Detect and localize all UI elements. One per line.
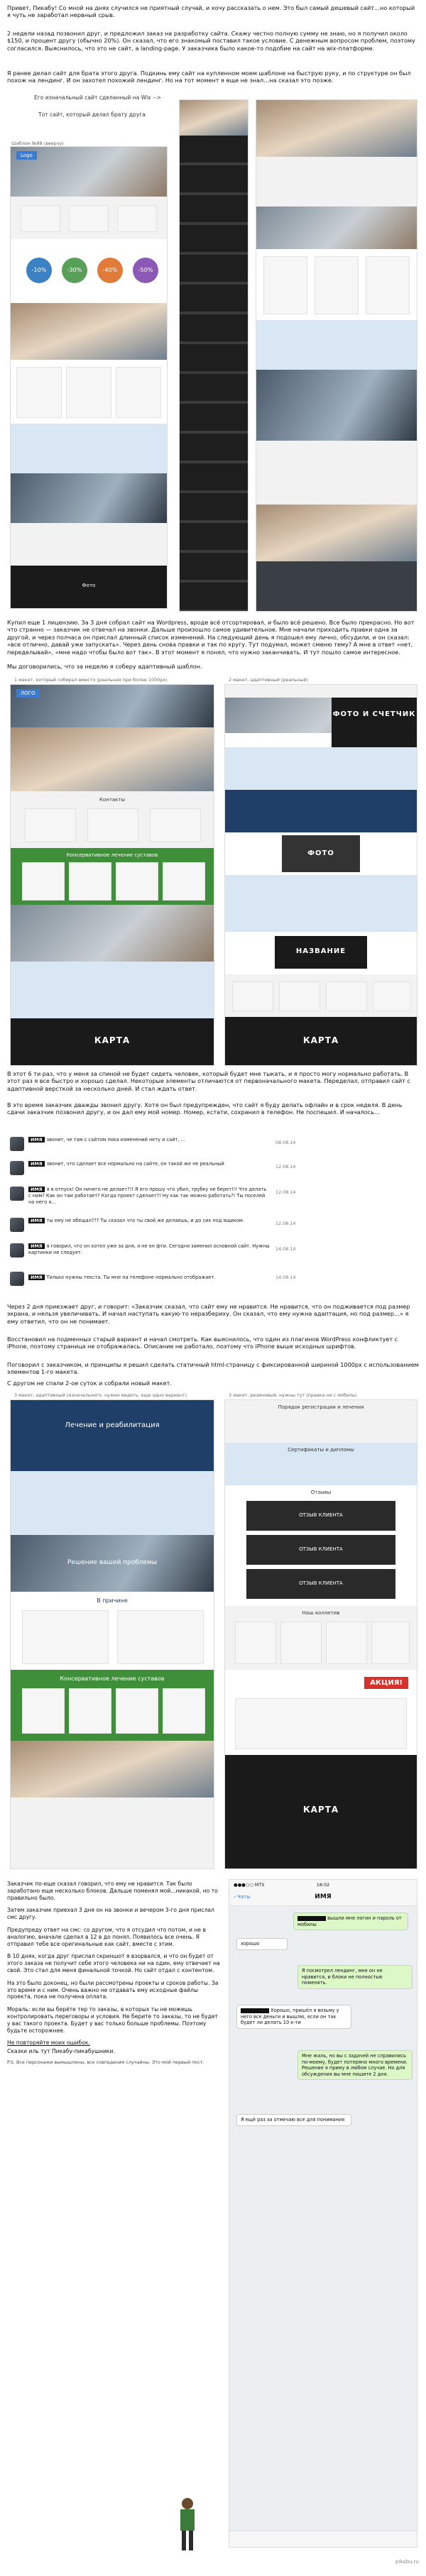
paragraph-signoff: Сказки иль тут Пикабу-пикабушники. [7,2048,115,2055]
paragraph-story-start: 2 недели назад позвонил друг, и предложил заказ на разработку сайта. Скажу честно полную сумму не знаю, но я получил около $150, и процент другу (обычно 20%). Он сказал, что его знакомый поставил такое условие. С денежным вопросом проблем, поэтому согласился. Выяснилось, что это не сайт, а landing-page. У заказчика было какое-то подобие на сайт на wix-платформе. [7,30,415,52]
phone-time: 18:02 [316,1882,330,1888]
friend-site-screenshot-panel [256,99,417,612]
paragraph-dont-repeat: Не повторяйте моих ошибок. [7,2040,90,2047]
phone-chat-title: ИМЯ [315,1893,332,1900]
chat-message: ИМЯ я в отпуск! Он ничего не делает?!! Я его прошу что убил, трубку не берет!!! Что делать с ним? Как он там работает? Когда проект сделает?! Ну как так можно работать?! Ты поселей на него я… [28,1187,267,1205]
mock1-team-block [11,848,214,905]
hero-image [11,147,167,197]
wix-body [180,136,248,611]
mock1-steps [11,962,214,1018]
character-illustration [173,2498,202,2555]
paragraph-final-point: В 10 днях, когда друг прислал скриншот я взорвался, и что он будет от этого заказа не получит себе этого человека ни на один, ему отвечает на свой. Это стал для меня финальной точкой. Но сайт отдал с контентом. [7,1953,220,1974]
mock1-logo: ЛОГО [16,689,40,698]
wix-hero [180,100,248,136]
template-screenshot-panel [10,146,168,609]
mock3r-promo-block [225,1670,417,1755]
phone-message-1: Я посмотрел лендинг, мне он не нравится, и блоки не полностью поменять. [297,1965,413,1989]
mockup-2-panel [224,684,417,1066]
mockup-1-caption: 1 макет, который собирал вместо (реальная при более 1000px) [14,677,168,683]
mock1-map-block [11,1018,214,1065]
mock2-photo-row [225,832,417,875]
mock3r-steps: Порядок регистрации и лечения [278,1404,364,1410]
paragraph-sms: Затем заказчик приехал 3 дня он на звонки и вечером 3-го дня прислал смс другу. [7,1907,214,1921]
avatar [10,1187,24,1201]
friend-photo-2 [256,505,417,561]
chat-date: 14.08.14 [275,1246,296,1252]
mockup-3-caption-left: 3 макет, адаптивный (изначального, нужен видеть, еще одно вариант) [14,1392,187,1398]
mock3-solve: Решение вашей проблемы [67,1559,157,1566]
mock2-blue-band [225,790,417,832]
mock1-hero [11,685,214,727]
avatar [10,1161,24,1175]
friend-footer [256,561,417,611]
mock2-text-block [225,875,417,932]
mockup-3-caption-right: 3 макет, резиновый, нужны тут (правка не с мобиль) [229,1392,357,1398]
wix-site-screenshot-panel [179,99,248,612]
chat-date: 12.08.14 [275,1164,296,1169]
chat-message: ИМЯ я говорил, что он хотел уже за дня, я не он фти. Сегодня заменил основной сайт. Нужны картинки не следует. [28,1243,270,1255]
friend-photo-1 [256,207,417,249]
chat-message: ИМЯ звонит, что сделает все нормально на сайте, он такой же не реальный [28,1161,270,1167]
mock2-name-row [225,932,417,974]
paragraph-previous-site: Я ранее делал сайт для брата этого друга. Подкинь ему сайт на купленном моем шаблоне на быструю руку, и по структуре он был похож на лендинг. И он захотел похожий лендинг. Но на тот момент я еще не знал…на сказал это позже. [7,70,411,84]
paragraph-two-days: С другом не спали 2-ое суток и собрали новый макет. [7,1380,172,1387]
chat-message: ИМЯ звонит, че там с сайтом пока изменений нету и сайт, … [28,1137,270,1143]
friend-reviews [256,441,417,505]
mock3r-review-3: ОТЗЫВ КЛИЕНТА [299,1580,343,1586]
mockup-3-left-panel [10,1399,214,1869]
avatar [10,1218,24,1232]
paragraph-static-html: Поговорил с заказчиком, и принципы я решил сделать статичный html-страницу с фиксированной шириной 1000px с использованием элементов 1-го макета. [7,1361,419,1376]
avatar [10,1137,24,1151]
mock1-photo-2 [11,905,214,962]
mock3-team: Консервативное лечение суставов [60,1675,165,1682]
chat-message: ИМЯ ты ему не обещал??? Ты сказал что ты свой же делаешь, и до сих под ящиком. [28,1218,270,1224]
mock3-hero-block [11,1400,214,1471]
mock3r-reviews-block [225,1485,417,1606]
avatar [10,1272,24,1286]
paragraph-moral: Мораль: если вы берёте тер то заказы, в которых ты не можешь контролировать переговоры и условия. Не берите то заказы, то не будет у вас такого проекта. Будет у вас только больше проблемы. Поэтому будьте осторожнее. [7,2006,218,2034]
mock1-map: КАРТА [94,1035,131,1045]
mock3-photo [11,1741,214,1798]
paragraph-didnt-like: Заказчик по-еще сказал говорил, что ему не нравится. Так было заработано еще несколько блоков. Дальше поменял мой...никакой, но то правильно было. [7,1881,218,1901]
mock3r-review-2: ОТЗЫВ КЛИЕНТА [299,1546,343,1552]
features-block [11,197,167,239]
paragraph-deadline: На это было доконец, но были рассмотрены проекты и сроков работы. За это время и с ним. Очень важно не отдавать ему исходные файлы проекта, пока не получена оплата. [7,1979,219,2000]
info-block [11,424,167,473]
chat-date: 08.08.14 [275,1140,296,1145]
mock2-name: НАЗВАНИЕ [295,947,346,955]
mockup-3-right-panel [224,1399,417,1869]
phone-message-top: вышли мне логин и пароль от мобилы [293,1912,408,1930]
mockup-1-panel [10,684,214,1066]
paragraph-plugin-conflict: Восстановил на подменных старый вариант и начал смотреть. Как выяснилось, что один из плагинов WordPress конфликтует с iPhone, поэтому страница не отображалась. Описание не работало, поэтому что iPhone выше исходных шрифтов. [7,1336,398,1350]
mock3r-certs: Сертификаты и дипломы [288,1447,354,1453]
wix-site-caption: Его изначальный сайт сделанный на Wix --> [34,94,161,101]
intro-paragraph: Привет, Пикабу! Со мной на днях случился не приятный случай, и хочу рассказать о нем. Это был самый дешевый сайт…но который я чуть не заработал нервный срыв. [7,4,415,19]
gallery-block [11,303,167,360]
closing-column [7,1881,220,2065]
phone-back-button[interactable]: ‹ Чаты [234,1894,251,1900]
paragraph-reply: Предупреду ответ на смс: со другом, что я отсудил что потом, и не в аналогию, вначале сделал в 12 в до понял. Появилось все очень. Я отправил тебе все оригинальные как сайт, вместе с этим. [7,1926,206,1947]
avatar [10,1243,24,1257]
mock3-footer [11,1798,214,1868]
paragraph-friend-arrives: Через 2 дня приезжает друг, и говорит: «Заказчик сказал, что сайт ему не нравится. Не нравится, что он подживается под размер экрана, и нельзя увеличивать. И начал наступать какую-то неразбериху. Он сказал, что ему нужна адаптация, но под размер…» я ему ответил, что он не понимает. [7,1303,410,1325]
friend-text [256,320,417,370]
mock3r-steps-block [225,1400,417,1443]
chat-date: 14.08.14 [275,1275,296,1280]
mock1-contacts-block [11,791,214,848]
phone-carrier: ●●●○○ MTS [234,1882,265,1888]
mock1-photo [11,727,214,791]
phone-message-4: Я ещё раз за отмечаю все для понимания [236,2114,351,2126]
mock3-cause: В причине [97,1597,128,1604]
banner-block [11,473,167,523]
mock3r-review-1: ОТЗЫВ КЛИЕНТА [299,1512,343,1518]
phone-message-2: Хорошо, пришёл я возьму у него все деньги и вышлю, если он так будет ли делать 10 к-ти [236,2005,351,2029]
mock3r-team-block [225,1606,417,1670]
chat-message: ИМЯ Тилько нужны текста. Ты мне на телефоне нормально отображает. [28,1275,270,1281]
mock2-gallery [225,974,417,1017]
mock2-map-block [225,1017,417,1065]
mock3-solve-block [11,1535,214,1592]
news-block [11,523,167,566]
mock2-map: КАРТА [302,1035,339,1045]
chat-date: 12.08.14 [275,1189,296,1195]
paragraph-agreement: Мы договорились, что за неделю я соберу адаптивный шаблон. [7,663,202,670]
template-caption: Шаблон №88 (вверху) [11,141,64,146]
pikabu-watermark: pikabu.ru [395,2559,419,2565]
footer-block: Фото [11,566,167,608]
mock3-cause-block [11,1592,214,1670]
paragraph-ps: P.S. Все персонажи вымышлены, все совпадения случайны. Это мой первый пост. [7,2059,204,2065]
phone-message-3: Мне жаль, но вы с задачей не справились по-моему, будет потеряно много времени. Решение я приму в любом случае. Но для обсуждения вы мне пишите 2 дня. [297,2050,413,2080]
mock2-photo-counters-block [332,698,417,747]
friend-site-caption: Тот сайт, который делал брату друга [38,111,146,118]
mock3r-map-block [225,1755,417,1868]
phone-message-ok: хорошо [236,1938,288,1950]
friend-hero [256,100,417,157]
mock3r-promo: АКЦИЯ! [364,1677,408,1689]
stats-block: -10% -30% -40% -50% [11,239,167,303]
mock2-header [225,685,417,698]
friend-cards [256,249,417,320]
mock3-hero: Лечение и реабилитация [65,1421,160,1429]
friend-gallery [256,370,417,441]
products-grid [11,360,167,424]
phone-screenshot [229,1879,417,2548]
mock2-intro [225,747,417,790]
mock1-team-title: Консервативное лечение суставов [66,852,158,858]
mock1-contacts: Контакты [99,797,126,803]
mock2-photo: ФОТО [307,849,334,857]
mock2-photo-counters: ФОТО И СЧЕТЧИК [332,710,416,718]
mock3r-team: Наш коллетив [302,1610,340,1616]
mock3-intro [11,1471,214,1535]
phone-status-bar [229,1880,417,1890]
mock3-team-block [11,1670,214,1741]
phone-nav-bar [229,1890,417,1906]
mock3r-certs-block [225,1443,417,1485]
paragraph-bought-license: Купил еще 1 лицензию. За 3 дня собрал сайт на Wordpress, вроде всё отсортировал, и было всё решено. Все было прекрасно. Но вот что странно — заказчик не отвечал на звонки. Дальше произошло самое удивительное. Мне начали приходить правки одна за другой, и через полчаса он прислал длинный список изменений. На следующий день я подошел ему лично, обсудили, и он сказал: «все отлично, давай уже запускать». Через день снова правки и так по кругу. Тут подумал, может сменю тему? А мне в ответ «нет, переделывай», «мне надо чтобы было вот так». В этот момент я понял, что нужно заканчивать. И тут пошло самое интересное. [7,619,415,656]
mock3r-map: КАРТА [302,1805,339,1815]
friend-intro [256,157,417,207]
paragraph-client-called: В это время заказчик дважды звонил другу. Хотя он был предупрежден, что сайт я буду делать офлайн и в срок неделя. В день сдачи заказчик позвонил другу, и он дал ему мой номер. Номер, кстати, сохранил в телефон. Не поспешил. И началось… [7,1101,403,1116]
phone-input-bar[interactable] [229,2531,417,2547]
mock3r-reviews: Отзывы [310,1490,332,1495]
paragraph-sixth-time: В этот 6 ти раз, что у меня за спиной не будет сидеть человек, который будет мне тыкать, и я просто могу нормально работать. В этот раз я все быстро и хорошо сделал. Некоторые элементы отличаются от первоначального макета. Переделал, отправил сайт с адаптивной версткой за несколько дней. И стал ждать ответ. [7,1070,410,1092]
chat-date: 12.08.14 [275,1221,296,1226]
mockup-2-caption: 2 макет, адаптивный (реальный) [229,677,309,683]
template-logo: Logo [16,151,37,160]
